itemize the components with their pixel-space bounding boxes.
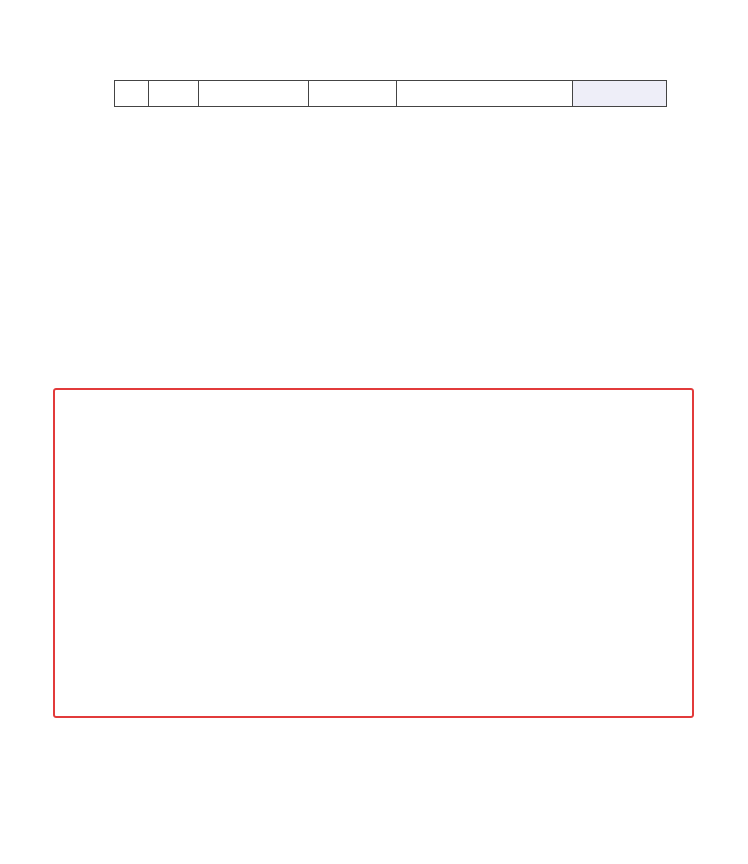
header-unit [572,81,667,106]
highlight-box [53,388,694,718]
header-type [308,81,396,106]
header-award [148,81,198,106]
header-name [198,81,308,106]
header-no [114,81,148,106]
table-header-row [114,80,667,107]
header-author [396,81,572,106]
